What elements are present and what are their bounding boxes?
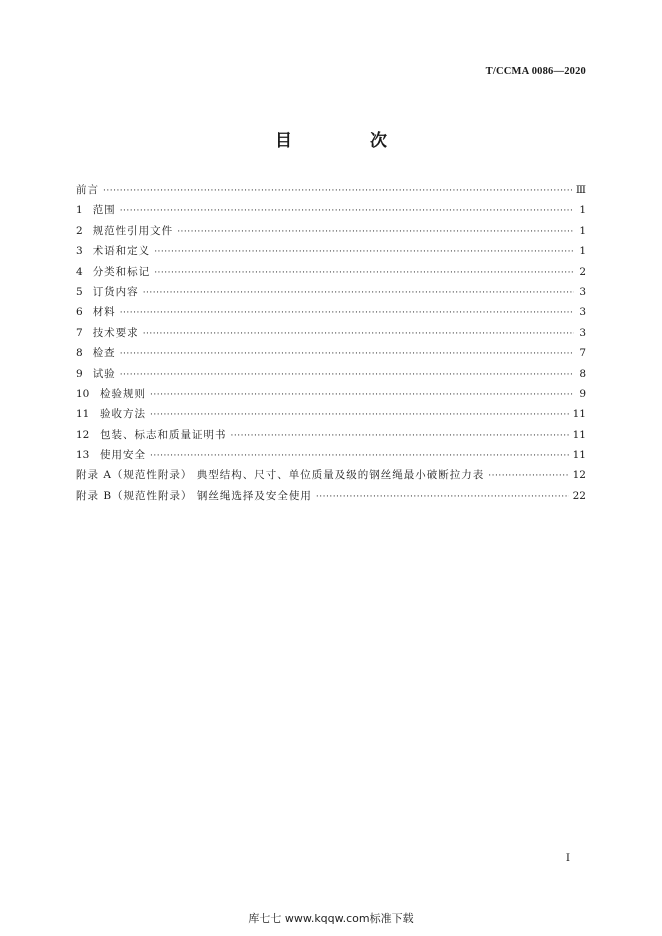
toc-entry-page: 2 — [579, 265, 586, 278]
toc-dot-leader — [120, 201, 574, 221]
toc-entry[interactable] — [76, 343, 586, 363]
toc-entry-number: 8 — [76, 347, 83, 360]
toc-entry-label: 材料 — [92, 306, 116, 319]
toc-entry-number: 11 — [76, 408, 90, 421]
toc-dot-leader — [154, 263, 574, 283]
toc-dot-leader — [120, 344, 574, 364]
toc-entry-label: 检验规则 — [100, 387, 146, 400]
toc-entry-label: 检查 — [92, 347, 116, 360]
toc-entry-number: 6 — [76, 306, 83, 319]
toc-dot-leader — [150, 385, 574, 405]
toc-entry-page: 9 — [579, 387, 586, 400]
toc-entry-page: 11 — [572, 428, 586, 441]
toc-entry-label: 试验 — [92, 367, 116, 380]
toc-entry-page: 11 — [572, 408, 586, 421]
toc-entry-number: 10 — [76, 387, 90, 400]
toc-dot-leader — [150, 446, 569, 466]
toc-dot-leader — [488, 466, 568, 486]
toc-entry-number: 4 — [76, 265, 83, 278]
toc-entry[interactable] — [76, 384, 586, 404]
toc-entry-page: Ⅲ — [575, 184, 586, 196]
toc-entry[interactable] — [76, 425, 586, 445]
toc-entry-page: 3 — [579, 285, 586, 298]
toc-entry-number: 9 — [76, 367, 83, 380]
toc-entry-label: 技术要求 — [92, 326, 139, 339]
page-title: 目 次 — [275, 131, 423, 151]
toc-dot-leader — [120, 303, 574, 323]
toc-dot-leader — [120, 365, 574, 385]
toc-entry[interactable] — [76, 364, 586, 384]
toc-entry-label: 验收方法 — [100, 408, 146, 421]
toc-entry[interactable] — [76, 221, 586, 241]
toc-entry[interactable] — [76, 302, 586, 322]
document-code: T/CCMA 0086—2020 — [485, 66, 586, 77]
toc-dot-leader — [316, 487, 569, 507]
toc-entry-page: 22 — [572, 489, 586, 502]
toc-dot-leader — [150, 405, 569, 425]
toc-entry-page: 8 — [579, 367, 586, 380]
toc-entry-label: 前言 — [76, 184, 99, 196]
toc-entry-page: 1 — [579, 224, 586, 237]
toc-entry-number: 3 — [76, 245, 83, 258]
toc-entry[interactable] — [76, 241, 586, 261]
toc-dot-leader — [177, 222, 574, 242]
toc-entry-number: 1 — [76, 204, 83, 217]
toc-dot-leader — [103, 181, 572, 201]
toc-entry-page: 11 — [572, 449, 586, 462]
toc-entry[interactable] — [76, 404, 586, 424]
toc-entry-label: 范围 — [92, 204, 116, 217]
toc-entry[interactable] — [76, 262, 586, 282]
download-watermark: 库七七 www.kqqw.com标准下载 — [248, 912, 414, 925]
table-of-contents — [76, 180, 586, 506]
toc-entry-number: 13 — [76, 449, 90, 462]
toc-entry-page: 3 — [579, 306, 586, 319]
toc-dot-leader — [143, 324, 574, 344]
toc-entry-number: 5 — [76, 285, 83, 298]
toc-dot-leader — [143, 283, 574, 303]
toc-entry-page: 7 — [579, 347, 586, 360]
toc-entry-label: 包装、标志和质量证明书 — [100, 428, 227, 441]
toc-entry-page: 12 — [572, 469, 586, 482]
toc-entry[interactable] — [76, 282, 586, 302]
toc-entry-number: 2 — [76, 224, 83, 237]
toc-entry-label: 附录 B（规范性附录） 钢丝绳选择及安全使用 — [76, 489, 312, 502]
toc-entry-page: 1 — [579, 204, 586, 217]
toc-entry[interactable] — [76, 486, 586, 506]
toc-dot-leader — [231, 426, 569, 446]
toc-entry-number: 12 — [76, 428, 90, 441]
toc-entry-label: 订货内容 — [92, 285, 139, 298]
toc-entry[interactable] — [76, 180, 586, 200]
toc-entry-label: 附录 A（规范性附录） 典型结构、尺寸、单位质量及级的钢丝绳最小破断拉力表 — [76, 469, 485, 482]
toc-entry[interactable] — [76, 445, 586, 465]
toc-entry-page: 1 — [579, 245, 586, 258]
toc-entry-label: 使用安全 — [100, 449, 146, 462]
toc-entry-label: 术语和定义 — [92, 245, 151, 258]
toc-entry[interactable] — [76, 465, 586, 485]
page-number: Ⅰ — [565, 852, 570, 864]
toc-dot-leader — [154, 242, 574, 262]
toc-entry-page: 3 — [579, 326, 586, 339]
toc-entry-number: 7 — [76, 326, 83, 339]
toc-entry-label: 规范性引用文件 — [92, 224, 174, 237]
toc-entry-label: 分类和标记 — [92, 265, 151, 278]
toc-entry[interactable] — [76, 200, 586, 220]
toc-entry[interactable] — [76, 323, 586, 343]
